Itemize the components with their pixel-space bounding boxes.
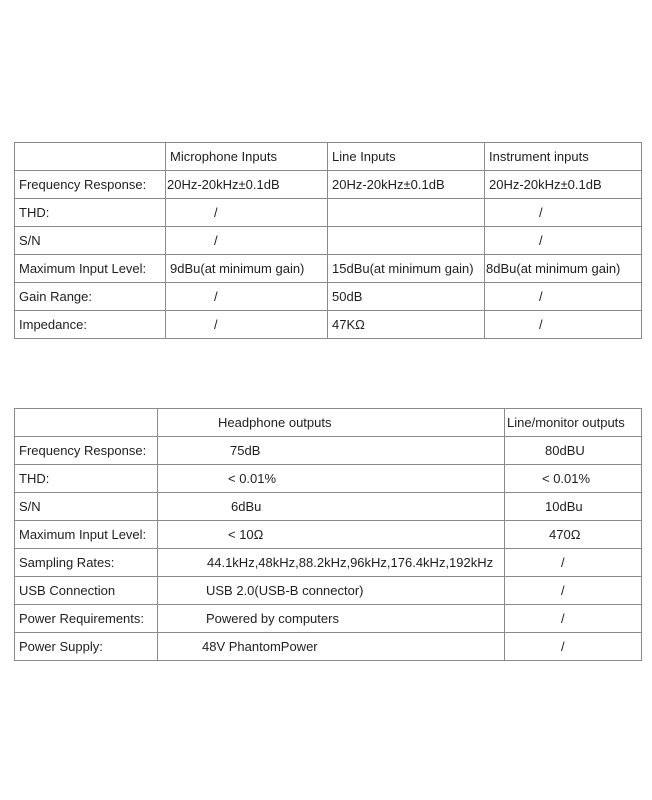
cell-value: 20Hz-20kHz±0.1dB	[328, 171, 485, 199]
row-label: Maximum Input Level:	[15, 521, 158, 549]
cell-value: 15dBu(at minimum gain)	[328, 255, 485, 283]
cell-value: /	[505, 633, 642, 661]
cell-value: 470Ω	[505, 521, 642, 549]
cell-value: /	[166, 227, 328, 255]
table-row	[15, 437, 642, 465]
cell-value: 80dBU	[505, 437, 642, 465]
table-row	[15, 465, 642, 493]
table-header-row	[15, 409, 642, 437]
row-label: USB Connection	[15, 577, 158, 605]
cell-value: < 0.01%	[158, 465, 505, 493]
cell-value: /	[505, 549, 642, 577]
cell-value: 75dB	[158, 437, 505, 465]
cell-value: 10dBu	[505, 493, 642, 521]
row-label: Frequency Response:	[15, 171, 166, 199]
cell-value: /	[166, 283, 328, 311]
table-row	[15, 199, 642, 227]
row-label: Maximum Input Level:	[15, 255, 166, 283]
row-label: Power Requirements:	[15, 605, 158, 633]
header-line-monitor-outputs: Line/monitor outputs	[505, 409, 642, 437]
row-label: S/N	[15, 493, 158, 521]
output-specs-table	[14, 408, 642, 661]
header-microphone-inputs: Microphone Inputs	[166, 143, 328, 171]
table-row	[15, 577, 642, 605]
cell-value: USB 2.0(USB-B connector)	[158, 577, 505, 605]
row-label: THD:	[15, 465, 158, 493]
cell-value: /	[485, 199, 642, 227]
table-header-row	[15, 143, 642, 171]
cell-value: 20Hz-20kHz±0.1dB	[166, 171, 328, 199]
row-label: Power Supply:	[15, 633, 158, 661]
cell-value: /	[485, 283, 642, 311]
table-row	[15, 311, 642, 339]
cell-value: < 0.01%	[505, 465, 642, 493]
table-row	[15, 633, 642, 661]
header-cell-blank	[15, 409, 158, 437]
row-label: Gain Range:	[15, 283, 166, 311]
cell-value: /	[505, 577, 642, 605]
cell-value: /	[166, 199, 328, 227]
cell-value: /	[166, 311, 328, 339]
cell-value: 47KΩ	[328, 311, 485, 339]
cell-value: 48V PhantomPower	[158, 633, 505, 661]
cell-value: /	[505, 605, 642, 633]
cell-value: 20Hz-20kHz±0.1dB	[485, 171, 642, 199]
header-line-inputs: Line Inputs	[328, 143, 485, 171]
cell-value: /	[485, 227, 642, 255]
row-label: S/N	[15, 227, 166, 255]
cell-value: 8dBu(at minimum gain)	[485, 255, 642, 283]
input-specs-table	[14, 142, 642, 339]
header-instrument-inputs: Instrument inputs	[485, 143, 642, 171]
table-row	[15, 493, 642, 521]
row-label: Impedance:	[15, 311, 166, 339]
row-label: THD:	[15, 199, 166, 227]
cell-value	[328, 199, 485, 227]
row-label: Sampling Rates:	[15, 549, 158, 577]
table-row	[15, 283, 642, 311]
header-headphone-outputs: Headphone outputs	[158, 409, 505, 437]
cell-value	[328, 227, 485, 255]
cell-value: 9dBu(at minimum gain)	[166, 255, 328, 283]
cell-value: 50dB	[328, 283, 485, 311]
table-row	[15, 171, 642, 199]
table-row	[15, 227, 642, 255]
cell-value: < 10Ω	[158, 521, 505, 549]
table-row	[15, 255, 642, 283]
row-label: Frequency Response:	[15, 437, 158, 465]
table-row	[15, 605, 642, 633]
table-row	[15, 521, 642, 549]
cell-value: 44.1kHz,48kHz,88.2kHz,96kHz,176.4kHz,192kHz	[158, 549, 505, 577]
cell-value: Powered by computers	[158, 605, 505, 633]
table-row	[15, 549, 642, 577]
cell-value: /	[485, 311, 642, 339]
cell-value: 6dBu	[158, 493, 505, 521]
header-cell-blank	[15, 143, 166, 171]
